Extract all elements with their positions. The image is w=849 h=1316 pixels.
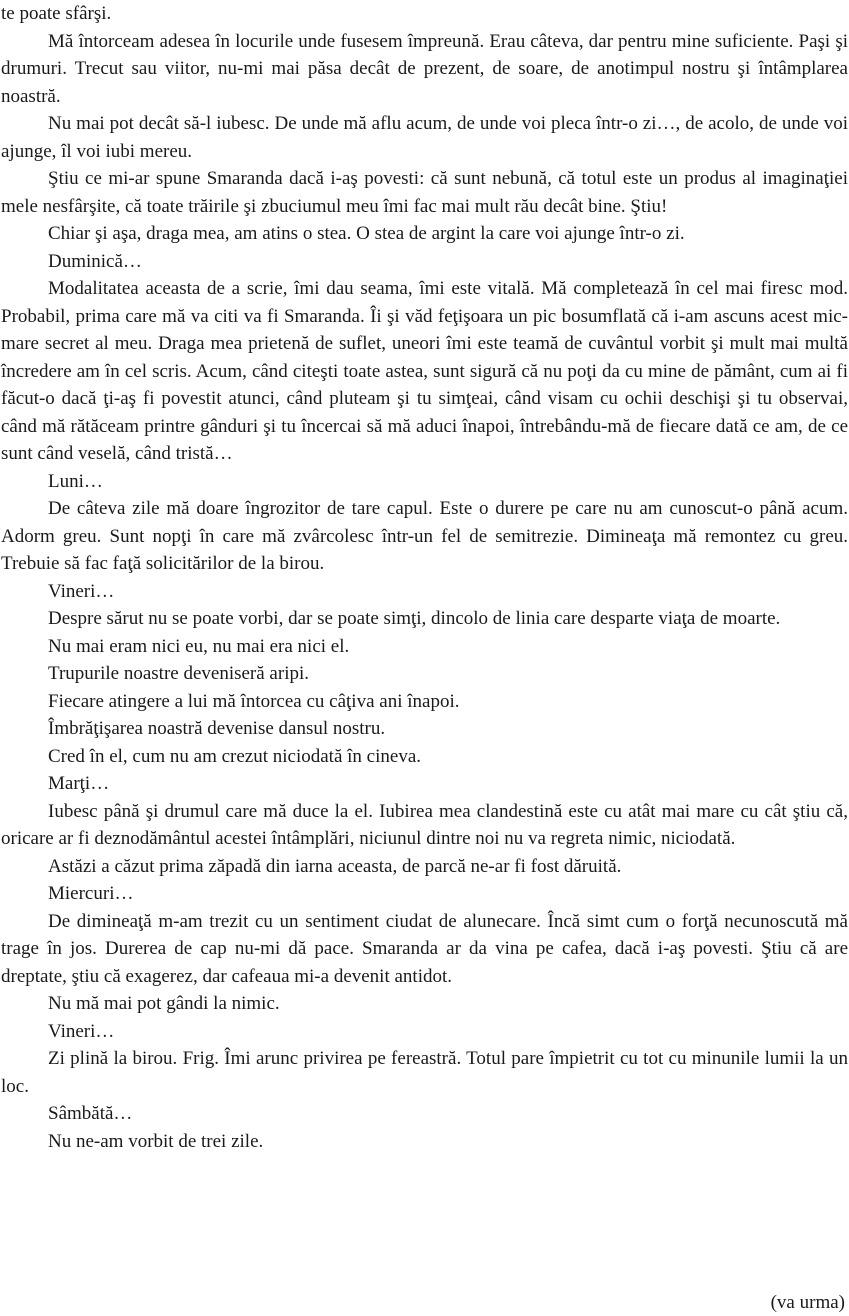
body-text [1,0,848,1155]
paragraph: Ştiu ce mi-ar spune Smaranda dacă i-aş povesti: că sunt nebună, că totul este un produs al imaginaţiei mele nesfârşite, că toate trăirile şi zbuciumul meu îmi fac mai mult rău decât bine. Ştiu! [1,168,848,217]
paragraph: Nu mă mai pot gândi la nimic. [48,993,280,1014]
paragraph: Mă întorceam adesea în locurile unde fusesem împreună. Erau câteva, dar pentru mine suficiente. Paşi şi drumuri. Trecut sau viitor, nu-mi mai păsa decât de prezent, de soare, de anotimpul nostru şi întâmplarea noastră. [1,30,848,107]
day-heading: Vineri… [48,580,115,602]
day-heading: Luni… [48,470,103,492]
day-heading: Marţi… [48,773,110,794]
paragraph: Despre sărut nu se poate vorbi, dar se poate simţi, dincolo de linia care desparte viaţa de moarte. [48,608,781,629]
paragraph: Chiar şi aşa, draga mea, am atins o stea. O stea de argint la care voi ajunge într-o zi. [48,223,685,244]
day-heading: Miercuri… [48,883,134,904]
day-heading: Sâmbătă… [48,1103,133,1124]
day-heading: Duminică… [48,250,142,272]
paragraph: Cred în el, cum nu am crezut niciodată în cineva. [48,745,421,767]
paragraph: Nu ne-am vorbit de trei zile. [48,1130,264,1152]
paragraph: te poate sfârşi. [1,3,112,24]
paragraph: Nu mai pot decât să-l iubesc. De unde mă aflu acum, de unde voi pleca într-o zi…, de acolo, de unde voi ajunge, îl voi iubi mereu. [1,113,848,162]
paragraph: Astăzi a căzut prima zăpadă din iarna aceasta, de parcă ne-ar fi fost dăruită. [48,855,622,877]
paragraph: Iubesc până şi drumul care mă duce la el. Iubirea mea clandestină este cu atât mai mare cu cât ştiu că, oricare ar fi deznodământul acestei întâmplări, niciunul dintre noi nu va regreta nimic, niciodată. [1,800,848,849]
paragraph: Nu mai eram nici eu, nu mai era nici el. [48,635,350,657]
paragraph: De câteva zile mă doare îngrozitor de tare capul. Este o durere pe care nu am cunoscut-o până acum. Adorm greu. Sunt nopţi în care mă zvârcolesc într-un fel de semitrezie. Dimineaţa mă remontez cu greu. Trebuie să fac faţă solicitărilor de la birou. [1,498,848,574]
paragraph: De dimineaţă m-am trezit cu un sentiment ciudat de alunecare. Încă simt cum o forţă necunoscută mă trage în jos. Durerea de cap nu-mi dă pace. Smaranda ar da vina pe cafea, dacă i-aş povesti. Ştiu că are dreptate, ştiu că exagerez, dar cafeaua mi-a devenit antidot. [1,910,848,987]
paragraph: Fiecare atingere a lui mă întorcea cu câţiva ani înapoi. [48,690,460,712]
paragraph: Zi plină la birou. Frig. Îmi arunc privirea pe fereastră. Totul pare împietrit cu tot cu minunile lumii la un loc. [1,1048,848,1097]
day-heading: Vineri… [48,1020,115,1042]
paragraph: Modalitatea aceasta de a scrie, îmi dau seama, îmi este vitală. Mă completează în cel mai firesc mod. Probabil, prima care mă va citi va fi Smaranda. Îi şi văd feţişoara un pic bosumflată că i-am ascuns acest mic-mare secret al meu. Draga mea prietenă de suflet, uneori îmi este teamă de cuvântul vorbit şi mult mai multă încredere am în cel scris. Acum, când citeşti toate astea, sunt sigură că nu poţi da cu mine de pământ, cum ai fi făcut-o dacă ţi-aş fi povestit atunci, când pluteam şi tu simţeai, când visam cu ochii deschişi şi tu observai, când mă rătăceam printre gânduri şi tu încercai să mă aduci înapoi, întrebându-mă de fiecare dată ce am, de ce sunt când veselă, când tristă… [1,278,848,464]
to-be-continued-note: (va urma) [770,1292,845,1313]
paragraph: Trupurile noastre deveniseră aripi. [48,663,309,684]
paragraph: Îmbrăţişarea noastră devenise dansul nostru. [48,718,386,739]
